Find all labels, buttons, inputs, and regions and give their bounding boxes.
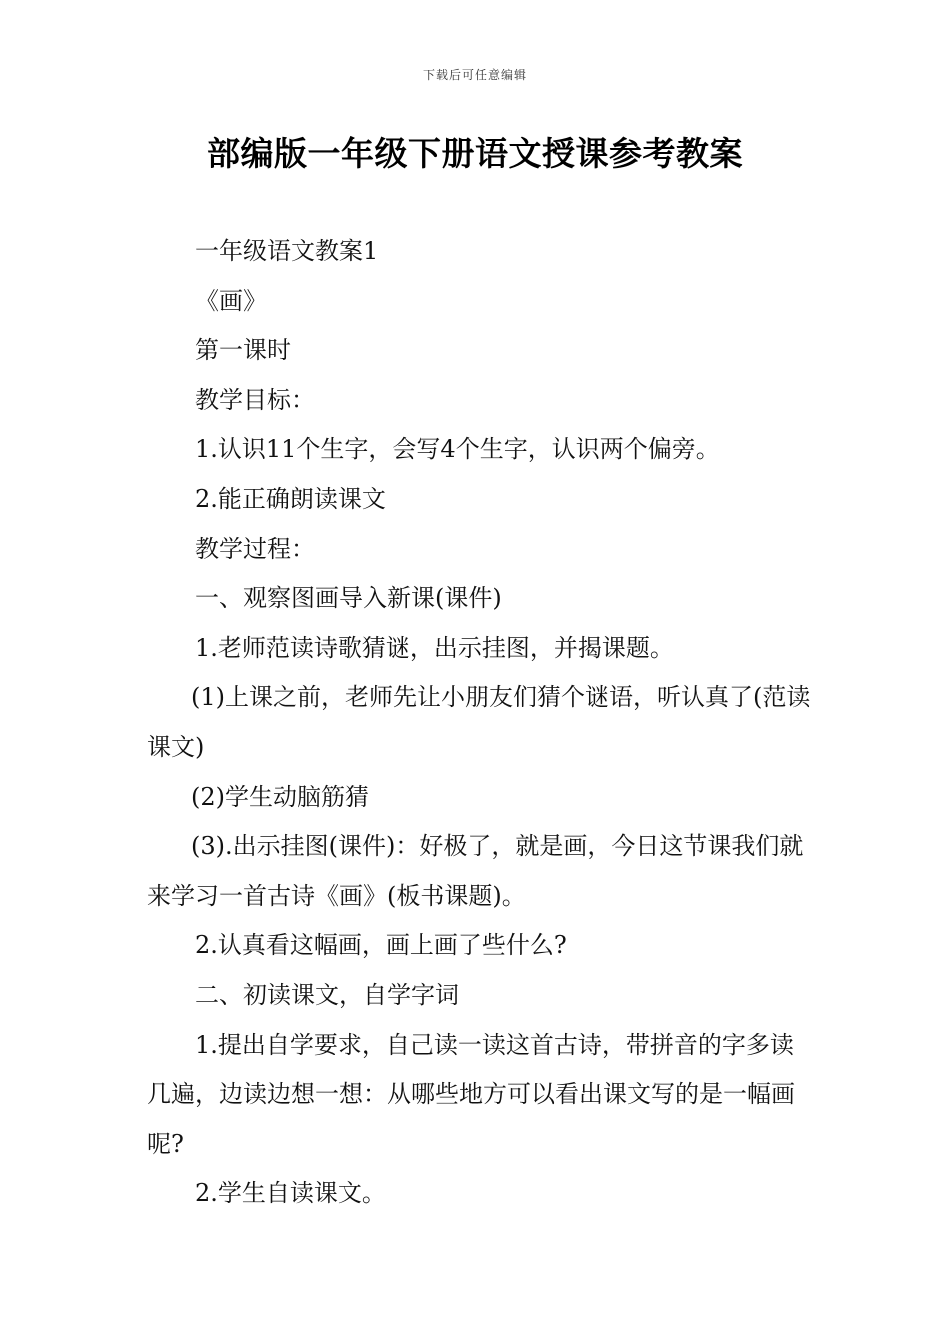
- header-note: 下载后可任意编辑: [422, 68, 527, 82]
- step-2: 2.认真看这幅画，画上画了些什么?: [195, 931, 567, 960]
- sub-step-3: (3).出示挂图(课件)：好极了，就是画，今日这节课我们就来学习一首古诗《画》(板书课题)。: [147, 832, 804, 910]
- lesson-title: 《画》: [195, 286, 267, 315]
- sub-step-1: (1)上课之前，老师先让小朋友们猜个谜语，听认真了(范读课文): [147, 683, 811, 761]
- section-heading-2: 二、初读课文，自学字词: [195, 980, 459, 1009]
- sub-step-2: (2)学生动脑筋猜: [191, 782, 369, 811]
- goal-item-2: 2.能正确朗读课文: [195, 484, 386, 513]
- document-title: 部编版一年级下册语文授课参考教案: [207, 134, 743, 173]
- section-heading-1: 一、观察图画导入新课(课件): [195, 584, 502, 613]
- step-3: 1.提出自学要求，自己读一读这首古诗，带拼音的字多读几遍，边读边想一想：从哪些地方可以看出课文写的是一幅画呢?: [147, 1030, 795, 1158]
- step-1: 1.老师范读诗歌猜谜，出示挂图，并揭课题。: [195, 633, 674, 662]
- document-body: [147, 227, 813, 1219]
- goals-heading: 教学目标：: [195, 385, 315, 414]
- step-4: 2.学生自读课文。: [195, 1179, 386, 1208]
- lesson-heading: 一年级语文教案1: [195, 237, 379, 265]
- process-heading: 教学过程：: [195, 534, 315, 563]
- lesson-period: 第一课时: [195, 336, 291, 365]
- goal-item-1: 1.认识11个生字，会写4个生字，认识两个偏旁。: [195, 435, 720, 464]
